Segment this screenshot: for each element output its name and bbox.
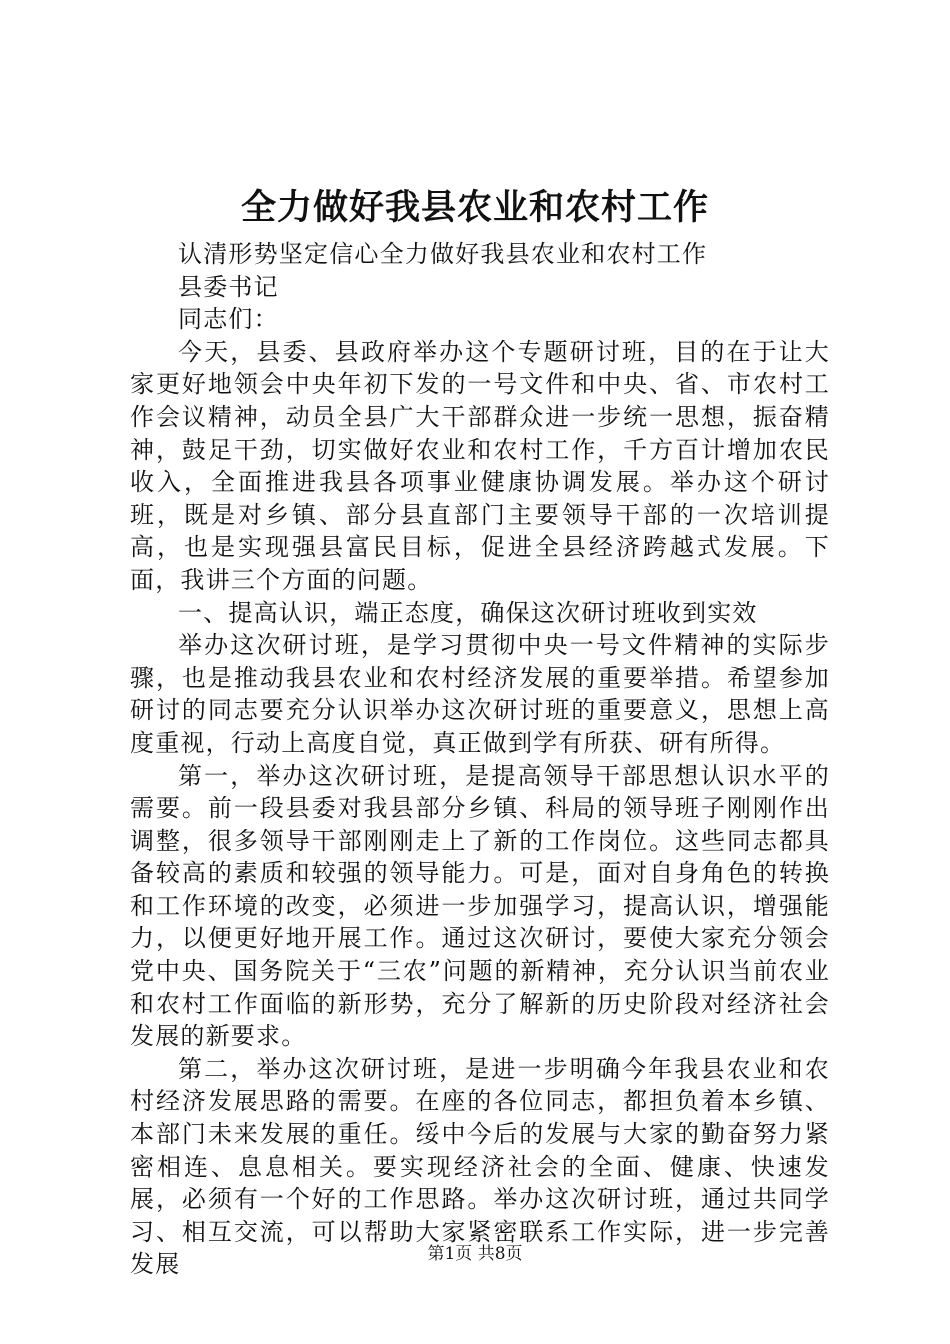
salutation-paragraph: 同志们：	[178, 305, 279, 334]
document-title: 全力做好我县农业和农村工作	[240, 187, 709, 228]
document-body	[130, 238, 830, 1281]
section-heading: 一、提高认识，端正态度，确保这次研讨班收到实效	[178, 598, 758, 627]
body-paragraph: 第二，举办这次研讨班，是进一步明确今年我县农业和农村经济发展思路的需要。在座的各位同志，都担负着本乡镇、本部门未来发展的重任。绥中今后的发展与大家的勤奋努力紧密相连、息息相关。要实现经济社会的全面、健康、快速发展，必须有一个好的工作思路。举办这次研讨班，通过共同学习、相互交流，可以帮助大家紧密联系工作实际，进一步完善发展	[130, 1054, 830, 1279]
page-number-footer: 第1页 共8页	[427, 1244, 523, 1264]
body-paragraph: 今天，县委、县政府举办这个专题研讨班，目的在于让大家更好地领会中央年初下发的一号文件和中央、省、市农村工作会议精神，动员全县广大干部群众进一步统一思想，振奋精神，鼓足干劲，切实做好农业和农村工作，千方百计增加农民收入，全面推进我县各项事业健康协调发展。举办这个研讨班，既是对乡镇、部分县直部门主要领导干部的一次培训提高，也是实现强县富民目标，促进全县经济跨越式发展。下面，我讲三个方面的问题。	[130, 337, 830, 594]
speaker-paragraph: 县委书记	[178, 272, 279, 301]
body-paragraph: 第一，举办这次研讨班，是提高领导干部思想认识水平的需要。前一段县委对我县部分乡镇、科局的领导班子刚刚作出调整，很多领导干部刚刚走上了新的工作岗位。这些同志都具备较高的素质和较强的领导能力。可是，面对自身角色的转换和工作环境的改变，必须进一步加强学习，提高认识，增强能力，以便更好地开展工作。通过这次研讨，要使大家充分领会党中央、国务院关于“三农”问题的新精神，充分认识当前农业和农村工作面临的新形势，充分了解新的历史阶段对经济社会发展的新要求。	[130, 761, 830, 1051]
body-paragraph: 举办这次研讨班，是学习贯彻中央一号文件精神的实际步骤，也是推动我县农业和农村经济发展的重要举措。希望参加研讨的同志要充分认识举办这次研讨班的重要意义，思想上高度重视，行动上高度自觉，真正做到学有所获、研有所得。	[130, 631, 830, 757]
subtitle-paragraph: 认清形势坚定信心全力做好我县农业和农村工作	[178, 240, 708, 268]
